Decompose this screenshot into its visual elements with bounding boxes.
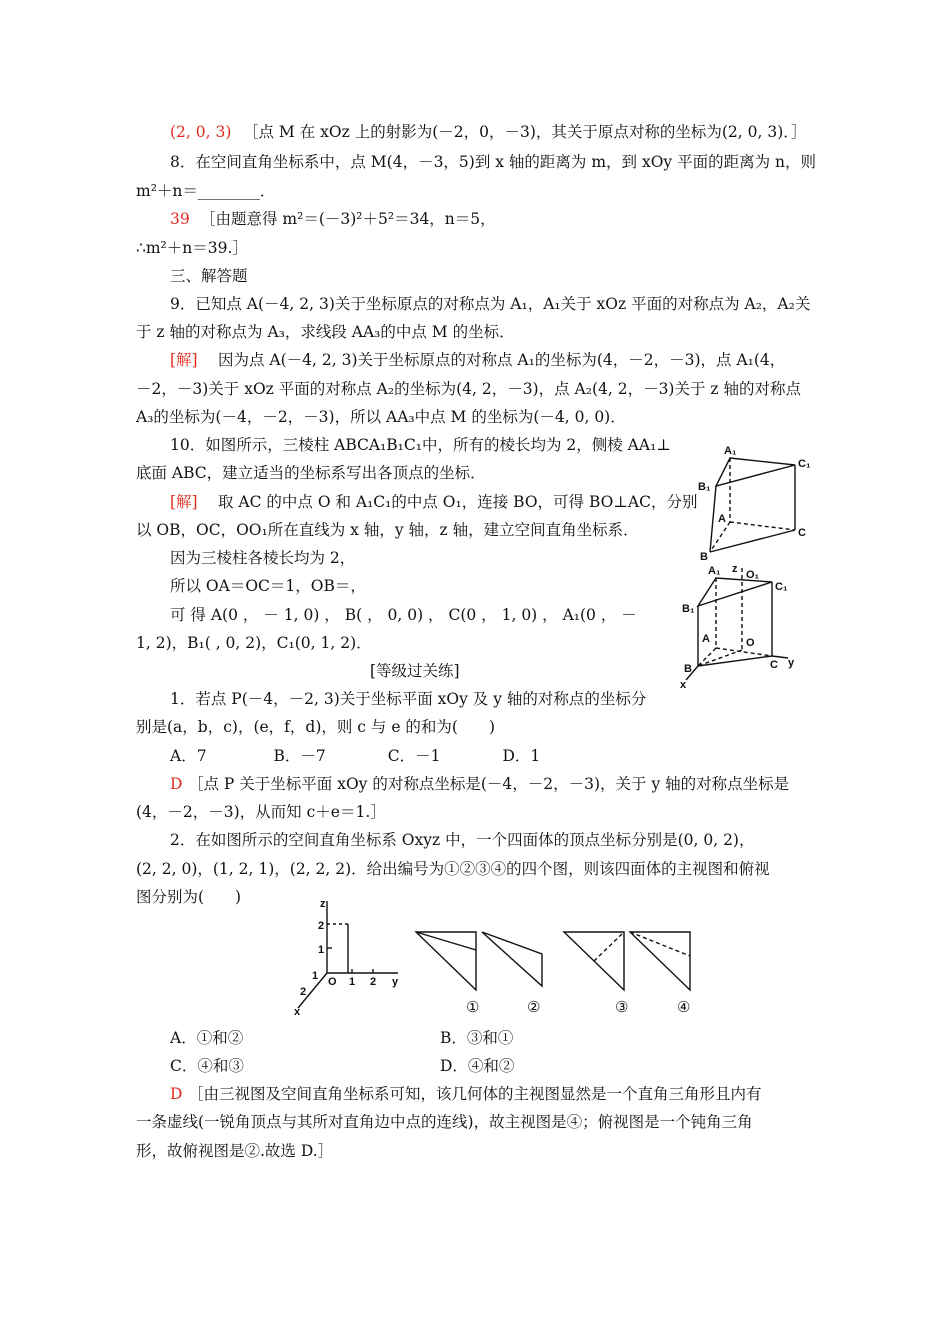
practice-2-option-d: D．④和② [440, 1057, 515, 1075]
label2-y: y [788, 657, 795, 669]
answer-8: 39 [170, 210, 190, 228]
axes-origin: O [328, 976, 337, 988]
practice-2-line1: 2．在如图所示的空间直角坐标系 Oxyz 中，一个四面体的顶点坐标分别是(0, 0, 2)， [170, 831, 755, 849]
practice-1-explanation-line1: ［点 P 关于坐标平面 xOy 的对称点坐标是(－4，－2，－3)，关于 y 轴的对称点坐标是 [188, 775, 790, 793]
solution-tag-9: [解] [170, 351, 198, 369]
axes-tick-z1: 1 [318, 944, 325, 956]
practice-1-line2: 别是(a，b，c)，(e，f，d)，则 c 与 e 的和为( ) [136, 718, 496, 736]
axes-figure [290, 893, 410, 1018]
practice-1-explanation-line2: (4，－2，－3)，从而知 c＋e＝1.］ [136, 803, 386, 821]
solution-10-line2: 以 OB，OC，OO₁所在直线为 x 轴，y 轴，z 轴，建立空间直角坐标系． [136, 521, 639, 539]
label2-b: B [684, 663, 692, 675]
view-3-label: ③ [615, 998, 629, 1016]
axes-label-y: y [392, 976, 399, 988]
axes-tick-y2: 2 [370, 976, 377, 988]
view-2-label: ② [527, 998, 541, 1016]
view-4-triangle [630, 932, 690, 990]
prism-axes-figure [676, 562, 826, 692]
view-2-triangle [482, 932, 542, 986]
practice-1-options: A．7 B．－7 C．－1 D．1 [170, 747, 541, 765]
prism-edge-bc [710, 530, 795, 552]
views-figure [408, 920, 698, 1020]
practice-1-answer: D [170, 775, 183, 793]
label2-c: C [770, 659, 778, 671]
solution-9-line3: A₃的坐标为(－4，－2，－3)，所以 AA₃中点 M 的坐标为(－4, 0, 0)． [136, 408, 626, 426]
label-a: A [718, 513, 726, 525]
label2-o: O [746, 637, 755, 649]
solution-9-line2: －2，－3)关于 xOz 平面的对称点 A₂的坐标为(4, 2，－3)，点 A₂(4, 2，－3)关于 z 轴的对称点 [136, 380, 801, 398]
solution-10-line4: 所以 OA＝OC＝1，OB＝， [170, 577, 366, 595]
label-a1: A₁ [724, 445, 737, 457]
axes-label-z: z [320, 898, 326, 910]
prism-top-face [716, 458, 795, 486]
section-heading-3: 三、解答题 [170, 267, 248, 285]
section-heading-level: [等级过关练] [370, 662, 460, 680]
explanation-8-line2: ∴m²＋n＝39.］ [136, 239, 248, 257]
practice-2-explanation-line1: ［由三视图及空间直角坐标系可知，该几何体的主视图显然是一个直角三角形且内有 [188, 1085, 762, 1103]
solution-10-line6: 1, 2)，B₁( , 0, 2)，C₁(0, 1, 2)． [136, 634, 372, 652]
practice-1-line1: 1．若点 P(－4，－2, 3)关于坐标平面 xOy 及 y 轴的对称点的坐标分 [170, 690, 647, 708]
solution-9-line1: 因为点 A(－4, 2, 3)关于坐标原点的对称点 A₁的坐标为(4，－2，－3)，点 A₁(4， [218, 351, 786, 369]
label2-a: A [702, 633, 710, 645]
view-1-label: ① [466, 998, 480, 1016]
solution-10-line5: 可 得 A(0 ， － 1, 0) ， B( ， 0, 0) ， C(0 ， 1, 0) ， A₁(0 ， － [170, 606, 637, 624]
question-9-line2: 于 z 轴的对称点为 A₃，求线段 AA₃的中点 M 的坐标． [136, 323, 515, 341]
label2-b1: B₁ [682, 603, 695, 615]
question-10-line1: 10．如图所示，三棱柱 ABCA₁B₁C₁中，所有的棱长均为 2，侧棱 AA₁⊥ [170, 436, 671, 454]
practice-2-option-a: A．①和② [170, 1029, 244, 1047]
axes-tick-x1: 1 [312, 970, 319, 982]
label-c: C [798, 527, 806, 539]
practice-2-explanation-line2: 一条虚线(一锐角顶点与其所对直角边中点的连线)，故主视图是④；俯视图是一个钝角三角 [136, 1113, 753, 1131]
y-axis [772, 656, 788, 658]
question-8-line2: m²＋n＝________． [136, 182, 276, 200]
solution-10-line3: 因为三棱柱各棱长均为 2， [170, 549, 356, 567]
label-b1: B₁ [698, 481, 711, 493]
solution-tag-10: [解] [170, 493, 198, 511]
question-8-line1: 8．在空间直角坐标系中，点 M(4，－3，5)到 x 轴的距离为 m，到 xOy 平面的距离为 n，则 [170, 153, 817, 171]
prism2-top-face [698, 578, 772, 606]
label2-z: z [732, 563, 738, 575]
label2-o1: O₁ [746, 569, 760, 581]
explanation-7: ［点 M 在 xOz 上的射影为(－2，0，－3)，其关于原点对称的坐标为(2, 0, 3)．］ [243, 123, 807, 141]
view-4-dashed [630, 932, 690, 956]
axes-tick-y1: 1 [349, 976, 356, 988]
label2-x: x [680, 679, 687, 691]
prism-edge-ac [730, 522, 795, 530]
question-9-line1: 9．已知点 A(－4, 2, 3)关于坐标原点的对称点为 A₁，A₁关于 xOz 平面的对称点为 A₂，A₂关 [170, 295, 811, 313]
solution-10-line1: 取 AC 的中点 O 和 A₁C₁的中点 O₁，连接 BO，可得 BO⊥AC，分别 [218, 493, 698, 511]
practice-2-answer: D [170, 1085, 183, 1103]
prism-edge-bb1 [710, 486, 716, 552]
question-10-line2: 底面 ABC，建立适当的坐标系写出各顶点的坐标． [136, 464, 486, 482]
practice-2-explanation-line3: 形，故俯视图是②.故选 D.］ [136, 1142, 334, 1160]
practice-2-line3: 图分别为( ) [136, 888, 242, 906]
prism-figure [690, 440, 830, 565]
answer-7: (2, 0, 3) [170, 123, 232, 141]
axes-tick-z2: 2 [318, 920, 325, 932]
practice-2-line2: (2, 2, 0)，(1, 2, 1)，(2, 2, 2)．给出编号为①②③④的四个图，则该四面体的主视图和俯视 [136, 860, 770, 878]
view-4-label: ④ [677, 998, 691, 1016]
label2-a1: A₁ [708, 565, 721, 577]
view-3-dashed [594, 932, 624, 961]
label2-c1: C₁ [775, 581, 788, 593]
label-c1: C₁ [798, 458, 811, 470]
practice-2-option-b: B．③和① [440, 1029, 514, 1047]
practice-2-option-c: C．④和③ [170, 1057, 244, 1075]
axes-tick-x2: 2 [300, 986, 307, 998]
explanation-8-line1: ［由题意得 m²＝(－3)²＋5²＝34，n＝5， [200, 210, 496, 228]
axes-label-x: x [294, 1006, 301, 1018]
label-b: B [700, 551, 708, 563]
prism2-edge-bc [698, 656, 772, 666]
